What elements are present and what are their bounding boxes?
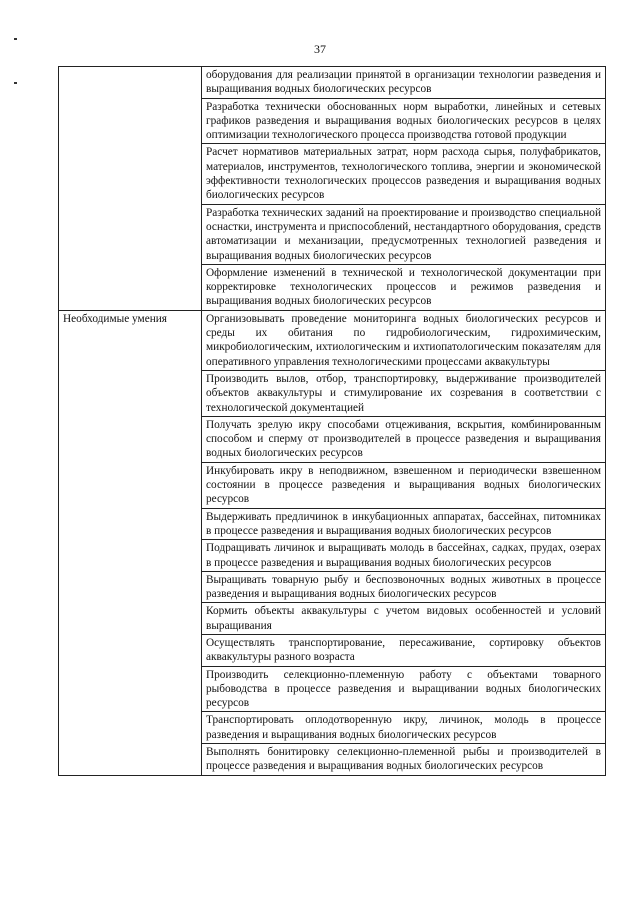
scan-mark [14,82,17,84]
table-cell: Транспортировать оплодотворенную икру, личинок, молодь в процессе разведения и выращивания водных биологических ресурсов [202,712,606,744]
table-cell: Расчет нормативов материальных затрат, норм расхода сырья, полуфабрикатов, материалов, инструментов, технологического топлива, энергии и экономической эффективности технологических процессов разведения и выращивания водных биологических ресурсов [202,144,606,204]
page-number: 37 [314,42,326,56]
table-row [59,67,606,99]
table-cell: Выращивать товарную рыбу и беспозвоночных водных животных в процессе разведения и выращивания водных биологических ресурсов [202,571,606,603]
requirements-table [58,66,606,776]
table-cell: Выдерживать предличинок в инкубационных аппаратах, бассейнах, питомниках в процессе разведения и выращивания водных биологических ресурсов [202,508,606,540]
table-cell: Оформление изменений в технической и технологической документации при корректировке технологических процессов и режимов разведения и выращивания водных биологических ресурсов [202,264,606,310]
table-cell: Кормить объекты аквакультуры с учетом видовых особенностей и условий выращивания [202,603,606,635]
table-cell: Инкубировать икру в неподвижном, взвешенном и периодически взвешенном состоянии в процессе разведения и выращивания водных биологических ресурсов [202,462,606,508]
table-cell: Осуществлять транспортирование, пересаживание, сортировку объектов аквакультуры разного возраста [202,634,606,666]
label-cell-empty [59,67,202,311]
skills-label: Необходимые умения [59,310,202,775]
table-row [59,310,606,370]
table-cell: Подращивать личинок и выращивать молодь в бассейнах, садках, прудах, озерах в процессе разведения и выращивания водных биологических ресурсов [202,540,606,572]
table-cell: Производить вылов, отбор, транспортировку, выдерживание производителей объектов аквакультуры и стимулирование их созревания в соответствии с технологической документацией [202,370,606,416]
table-cell: Организовывать проведение мониторинга водных биологических ресурсов и среды их обитания по гидробиологическим, гидрохимическим, микробиологическим, ихтиологическим и ихтиопатологическим показателям для оперативного управления технологическими процессами аквакультуры [202,310,606,370]
table-cell: Получать зрелую икру способами отцеживания, вскрытия, комбинированным способом и сперму от производителей в процессе разведения и выращивания водных биологических ресурсов [202,416,606,462]
table-cell: Разработка технических заданий на проектирование и производство специальной оснастки, инструмента и приспособлений, нестандартного оборудования, средств автоматизации и механизации, предусмотренных технологией разведения и выращивания водных биологических ресурсов [202,204,606,264]
scan-mark [14,38,17,40]
table-cell: Производить селекционно-племенную работу с объектами товарного рыбоводства в процессе разведения и выращивании водных биологических ресурсов [202,666,606,712]
table-cell: Выполнять бонитировку селекционно-племенной рыбы и производителей в процессе разведения и выращивания водных биологических ресурсов [202,744,606,776]
table-cell: Разработка технически обоснованных норм выработки, линейных и сетевых графиков разведения и выращивания водных биологических ресурсов в целях оптимизации технологического процесса производства готовой продукции [202,98,606,144]
table-cell: оборудования для реализации принятой в организации технологии разведения и выращивания водных биологических ресурсов [202,67,606,99]
